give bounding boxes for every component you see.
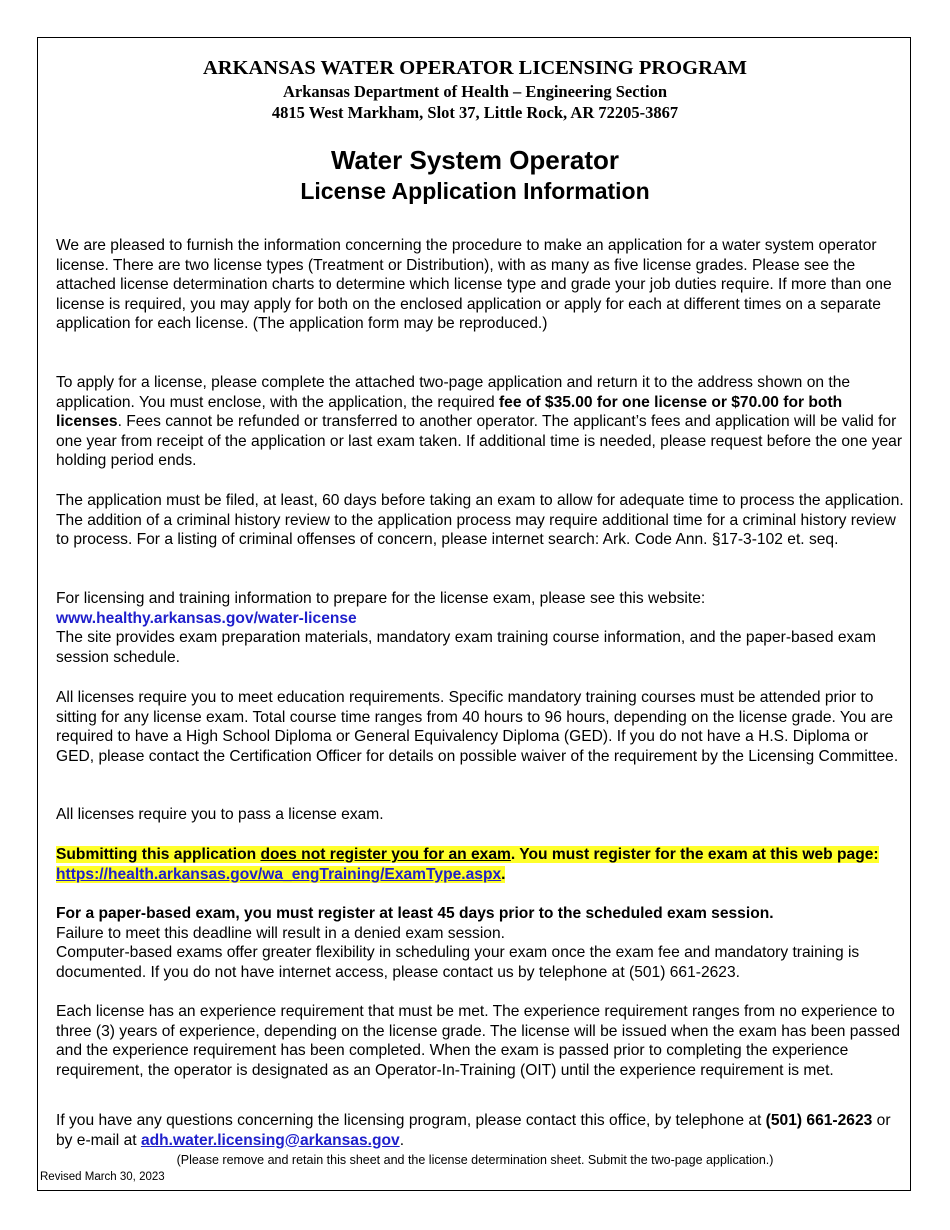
footer-note: (Please remove and retain this sheet and the license determination sheet. Submit the two-page application.) (176, 1153, 774, 1167)
contact-text-a: If you have any questions concerning the licensing program, please contact this office, by telephone at (56, 1112, 766, 1129)
fee-text: fee of $35.00 for one license or $70.00 for both licenses (56, 393, 843, 431)
intro-text: We are pleased to furnish the information concerning the procedure to make an application for a water system operator license. There are two license types (Treatment or Distribution), with as many as five license grades. Please see the attached license determination charts to determine which license type and grade your job duties require. If more than one license is required, you may apply for both on the enclosed application or apply for each at different times on a separate application for each license. (The application form may be reproduced.) (56, 237, 892, 333)
website-intro: For licensing and training information to prepare for the license exam, please see this website: (56, 590, 706, 607)
apply-text-b: . Fees cannot be refunded or transferred to another operator. The applicant’s fees and application will be valid for one year from receipt of the application or last exam taken. If additional time is needed, please request before the one year holding period ends. (56, 413, 903, 470)
education-text: All licenses require you to meet education requirements. Specific mandatory training courses must be attended prior to sitting for any license exam. Total course time ranges from 40 hours to 96 hours, depending on the license grade. You are required to have a High School Diploma or General Equivalency Diploma (GED). If you do not have a H.S. Diploma or GED, please contact the Certification Officer for details on possible waiver of the requirement by the Licensing Committee. (56, 689, 899, 765)
paragraph-apply (56, 373, 906, 471)
filing-text: The application must be filed, at least, 60 days before taking an exam to allow for adequate time to process the application. The addition of a criminal history review to the application process may require additional time for a criminal history review to process. For a listing of criminal offenses of concern, please internet search: Ark. Code Ann. §17-3-102 et. seq. (56, 492, 904, 549)
experience-text: Each license has an experience requirement that must be met. The experience requirement ranges from no experience to three (3) years of experience, depending on the license grade. The license will be issued when the exam has been passed and the experience requirement has been completed. When the exam is passed prior to completing the experience requirement, the operator is designated as an Operator-In-Training (OIT) until the experience requirement is met. (56, 1003, 901, 1079)
paragraph-paper-exam (56, 904, 906, 982)
paragraph-education (56, 688, 906, 766)
website-desc: The site provides exam preparation materials, mandatory exam training course information, and the paper-based exam session schedule. (56, 629, 876, 666)
address-heading: 4815 West Markham, Slot 37, Little Rock, AR 72205-3867 (271, 103, 679, 122)
apply-text-a: To apply for a license, please complete the attached two-page application and return it to the address shown on the application. You must enclose, with the application, the required (56, 374, 851, 411)
paragraph-website (56, 589, 906, 667)
paragraph-filing (56, 491, 906, 550)
exam-text: All licenses require you to pass a license exam. (56, 806, 384, 823)
document-subtitle: License Application Information (300, 178, 650, 204)
highlight-text-b: . You must register for the exam at this web page: (510, 846, 879, 863)
website-link[interactable]: www.healthy.arkansas.gov/water-license (56, 609, 357, 627)
paragraph-contact (56, 1111, 906, 1150)
highlight-underlined: does not register you for an exam (260, 846, 511, 863)
paper-exam-bold: For a paper-based exam, you must register at least 45 days prior to the scheduled exam session. (56, 905, 774, 922)
paper-exam-line2: Failure to meet this deadline will result in a denied exam session. (56, 924, 505, 942)
document-title: Water System Operator (330, 145, 620, 175)
exam-register-link[interactable]: https://health.arkansas.gov/wa_engTraining/ExamType.aspx (56, 865, 502, 883)
paragraph-exam (56, 805, 906, 825)
department-heading: Arkansas Department of Health – Engineering Section (282, 82, 668, 101)
paragraph-intro (56, 236, 906, 334)
program-heading: ARKANSAS WATER OPERATOR LICENSING PROGRAM (202, 57, 748, 79)
paragraph-register-highlight (56, 845, 906, 884)
paper-exam-line3: Computer-based exams offer greater flexibility in scheduling your exam once the exam fee and mandatory training is documented. If you do not have internet access, please contact us by telephone at (501) 661-2623. (56, 944, 860, 981)
contact-email-link[interactable]: adh.water.licensing@arkansas.gov (140, 1131, 400, 1149)
highlight-text-a: Submitting this application (56, 846, 261, 863)
revision-date: Revised March 30, 2023 (40, 1171, 165, 1183)
highlight-end: . (501, 865, 506, 883)
contact-end: . (399, 1131, 405, 1149)
paragraph-experience (56, 1002, 906, 1080)
contact-phone: (501) 661-2623 (765, 1112, 873, 1129)
contact-text-b: or by e-mail at (56, 1112, 891, 1149)
